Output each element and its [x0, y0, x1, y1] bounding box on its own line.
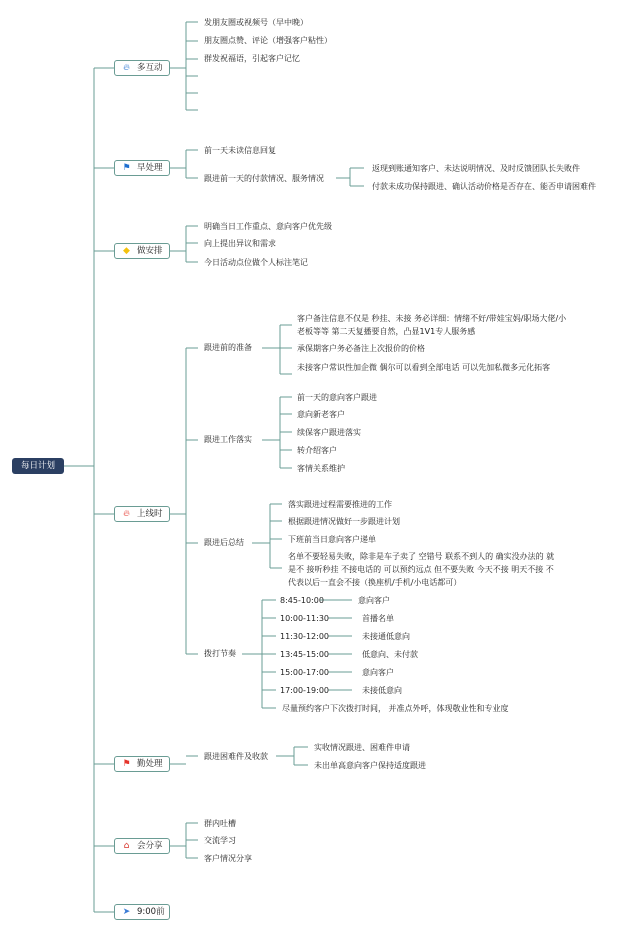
time-slot: 13:45-15:00 [280, 650, 329, 659]
branch-duo-hudong[interactable] [114, 60, 170, 76]
list-item: 客户备注信息不仅是 秒挂、未接 务必详细：情绪不好/带娃宝妈/职场大佬/小老板等等 第二天复播要自然，凸显1V1专人服务感 [297, 314, 567, 336]
list-item: 落实跟进过程需要推进的工作 [288, 500, 392, 509]
list-item: 跟进困难件及收款 [204, 752, 268, 761]
list-item: 名单不要轻易失败，除非是车子卖了 空错号 联系不到人的 确实没办法的 就是不 接听秒挂 不接电话的 可以预约远点 但不要失败 今天不接 明天不接 不代表以后一直会不接（换座机/手机/小电话都可） [288, 552, 555, 587]
time-task: 未接通低意向 [362, 632, 410, 641]
sub-branch-work[interactable]: 跟进工作落实 [204, 435, 252, 444]
branch-shangxian[interactable] [114, 506, 170, 522]
list-item: 意向新老客户 [297, 410, 345, 419]
time-task: 未接低意向 [362, 686, 402, 695]
time-slot: 10:00-11:30 [280, 614, 329, 623]
sub-branch-prep[interactable]: 跟进前的准备 [204, 343, 252, 352]
list-item: 前一天的意向客户跟进 [297, 393, 377, 402]
list-item: 下班前当日意向客户递单 [288, 535, 376, 544]
list-item: 未接客户常识性加企微 偶尔可以看到全部电话 可以先加私微多元化拓客 [297, 363, 551, 372]
list-item: 发朋友圈或视频号（早中晚） [204, 18, 308, 27]
branch-zuo-anpai[interactable] [114, 243, 170, 259]
time-slot: 8:45-10:00 [280, 596, 324, 605]
branch-label: 9:00前 [137, 907, 165, 917]
list-item: 未出单高意向客户保持适度跟进 [314, 761, 426, 770]
branch-label: 早处理 [137, 163, 163, 173]
time-slot: 15:00-17:00 [280, 668, 329, 677]
gem-icon: ◆ [123, 246, 130, 256]
paper-plane-icon: ➤ [122, 907, 131, 917]
sub-branch-summary[interactable]: 跟进后总结 [204, 538, 244, 547]
list-item: 明确当日工作重点、意向客户优先级 [204, 222, 332, 231]
branch-label: 多互动 [137, 63, 163, 73]
branch-label: 做安排 [137, 246, 163, 256]
list-item: 客户情况分享 [204, 854, 252, 863]
rhythm-note: 尽量预约客户下次拨打时间， 并准点外呼，体现敬业性和专业度 [282, 704, 509, 713]
branch-before-nine[interactable] [114, 904, 170, 920]
time-slot: 11:30-12:00 [280, 632, 329, 641]
list-item: 跟进前一天的付款情况、服务情况 [204, 174, 324, 183]
list-item: 转介绍客户 [297, 446, 337, 455]
list-item: 交流学习 [204, 836, 236, 845]
list-item: 向上提出异议和需求 [204, 239, 276, 248]
list-item: 续保客户跟进落实 [297, 428, 361, 437]
branch-qin-chuli[interactable] [114, 756, 170, 772]
list-item: 今日活动点位做个人标注笔记 [204, 258, 308, 267]
list-item: 根据跟进情况做好一步跟进计划 [288, 517, 400, 526]
branch-label: 勤处理 [137, 759, 163, 769]
list-item: 群内吐槽 [204, 819, 236, 828]
list-item: 前一天未读信息回复 [204, 146, 276, 155]
time-task: 意向客户 [358, 596, 390, 605]
list-item: 承保期客户务必备注上次报价的价格 [297, 344, 425, 353]
flag-icon: ⚑ [122, 759, 131, 769]
root-node[interactable]: 每日计划 [12, 458, 64, 474]
branch-hui-fenxiang[interactable] [114, 838, 170, 854]
flag-icon: ⚑ [122, 163, 131, 173]
time-task: 意向客户 [362, 668, 394, 677]
flame-icon: 🔥︎ [123, 63, 130, 73]
list-item: 返现到账通知客户、未达说明情况、及时反馈团队长失败件 [372, 164, 580, 173]
flame-icon: 🔥︎ [123, 509, 130, 519]
sub-branch-rhythm[interactable]: 拨打节奏 [204, 649, 236, 658]
time-slot: 17:00-19:00 [280, 686, 329, 695]
house-icon: ⌂ [123, 841, 130, 851]
list-item: 付款未成功保持跟进、确认活动价格是否存在、能否申请困难件 [372, 182, 596, 191]
branch-label: 会分享 [137, 841, 163, 851]
branch-label: 上线时 [137, 509, 163, 519]
list-item: 客情关系维护 [297, 464, 345, 473]
time-task: 低意向、未付款 [362, 650, 418, 659]
time-task: 首播名单 [362, 614, 394, 623]
list-item: 朋友圈点赞、评论（增强客户粘性） [204, 36, 332, 45]
list-item: 实收情况跟进、困难件申请 [314, 743, 410, 752]
list-item: 群发祝福语，引起客户记忆 [204, 54, 300, 63]
branch-zao-chuli[interactable] [114, 160, 170, 176]
